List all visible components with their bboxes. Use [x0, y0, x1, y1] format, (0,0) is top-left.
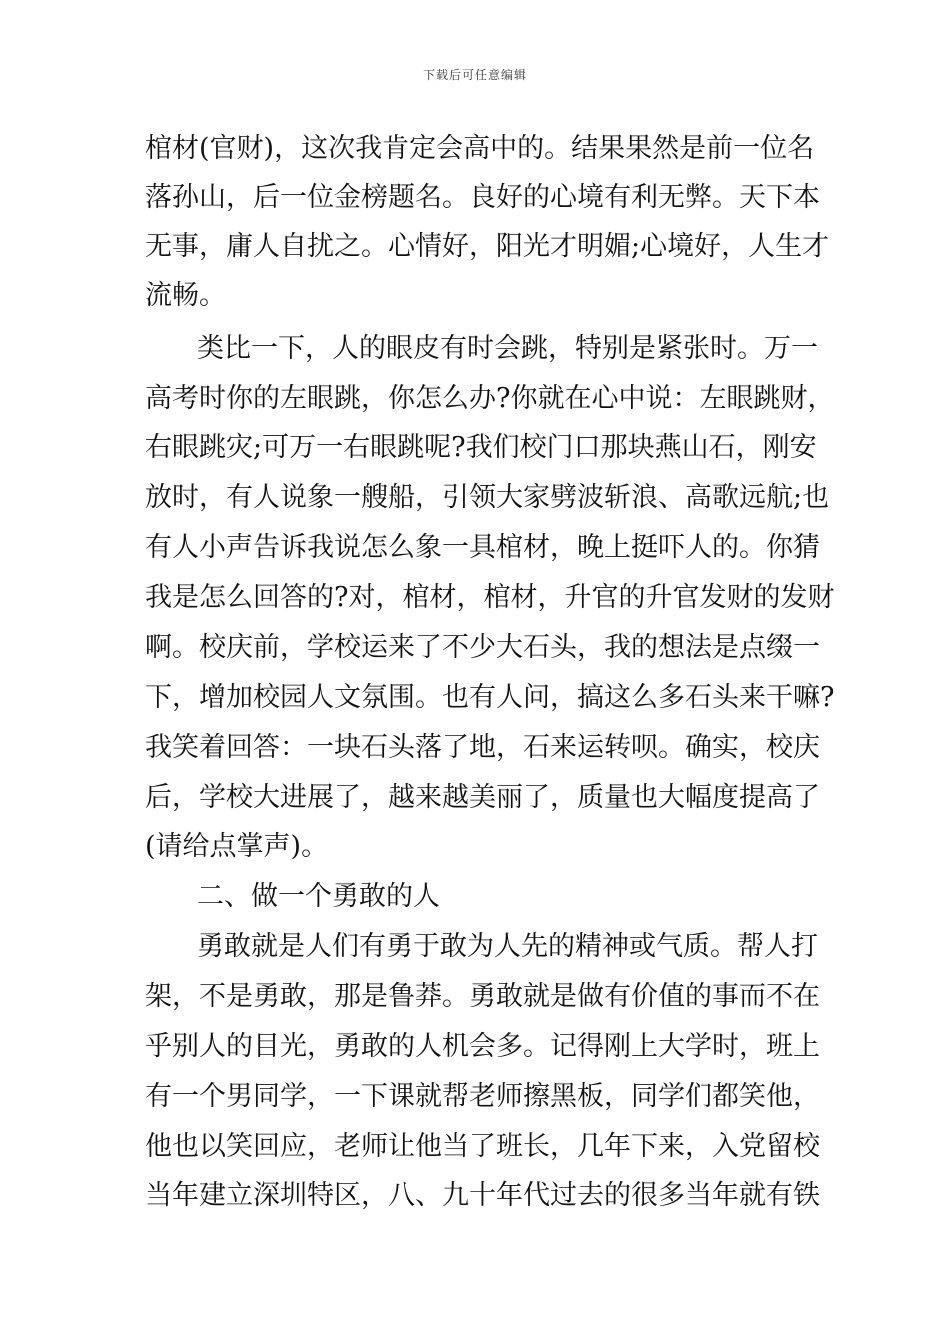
text-line: 有人小声告诉我说怎么象一具棺材，晚上挺吓人的。你猜 — [145, 532, 820, 563]
text-line: 架，不是勇敢，那是鲁莽。勇敢就是做有价值的事而不在 — [145, 981, 820, 1012]
text-line: 勇敢就是人们有勇于敢为人先的精神或气质。帮人打 — [197, 931, 818, 962]
text-line: (请给点掌声)。 — [145, 831, 329, 862]
text-line: 他也以笑回应，老师让他当了班长，几年下来，入党留校 — [145, 1131, 820, 1162]
text-line: 下，增加校园人文氛围。也有人问，搞这么多石头来干嘛? — [145, 682, 835, 713]
text-line: 棺材(官财)，这次我肯定会高中的。结果果然是前一位名 — [145, 133, 815, 164]
text-line: 放时，有人说象一艘船，引领大家劈波斩浪、高歌远航;也 — [145, 482, 830, 513]
section-heading: 二、做一个勇敢的人 — [197, 881, 440, 912]
text-line: 右眼跳灾;可万一右眼跳呢?我们校门口那块燕山石，刚安 — [145, 432, 817, 463]
header-note: 下载后可任意编辑 — [422, 68, 527, 82]
text-line: 类比一下，人的眼皮有时会跳，特别是紧张时。万一 — [197, 333, 818, 364]
text-line: 我是怎么回答的?对，棺材，棺材，升官的升官发财的发财 — [145, 582, 835, 613]
text-line: 当年建立深圳特区，八、九十年代过去的很多当年就有铁 — [145, 1180, 820, 1211]
text-line: 无事，庸人自扰之。心情好，阳光才明媚;心境好，人生才 — [145, 231, 830, 262]
text-line: 后，学校大进展了，越来越美丽了，质量也大幅度提高了 — [145, 782, 820, 813]
text-line: 啊。校庆前，学校运来了不少大石头，我的想法是点缀一 — [145, 632, 820, 663]
text-line: 流畅。 — [145, 280, 226, 311]
text-line: 乎别人的目光，勇敢的人机会多。记得刚上大学时，班上 — [145, 1031, 820, 1062]
text-line: 落孙山，后一位金榜题名。良好的心境有利无弊。天下本 — [145, 182, 820, 213]
text-line: 高考时你的左眼跳，你怎么办?你就在心中说：左眼跳财， — [145, 383, 835, 414]
text-line: 有一个男同学，一下课就帮老师擦黑板，同学们都笑他， — [145, 1081, 820, 1112]
text-line: 我笑着回答：一块石头落了地，石来运转呗。确实，校庆 — [145, 732, 820, 763]
